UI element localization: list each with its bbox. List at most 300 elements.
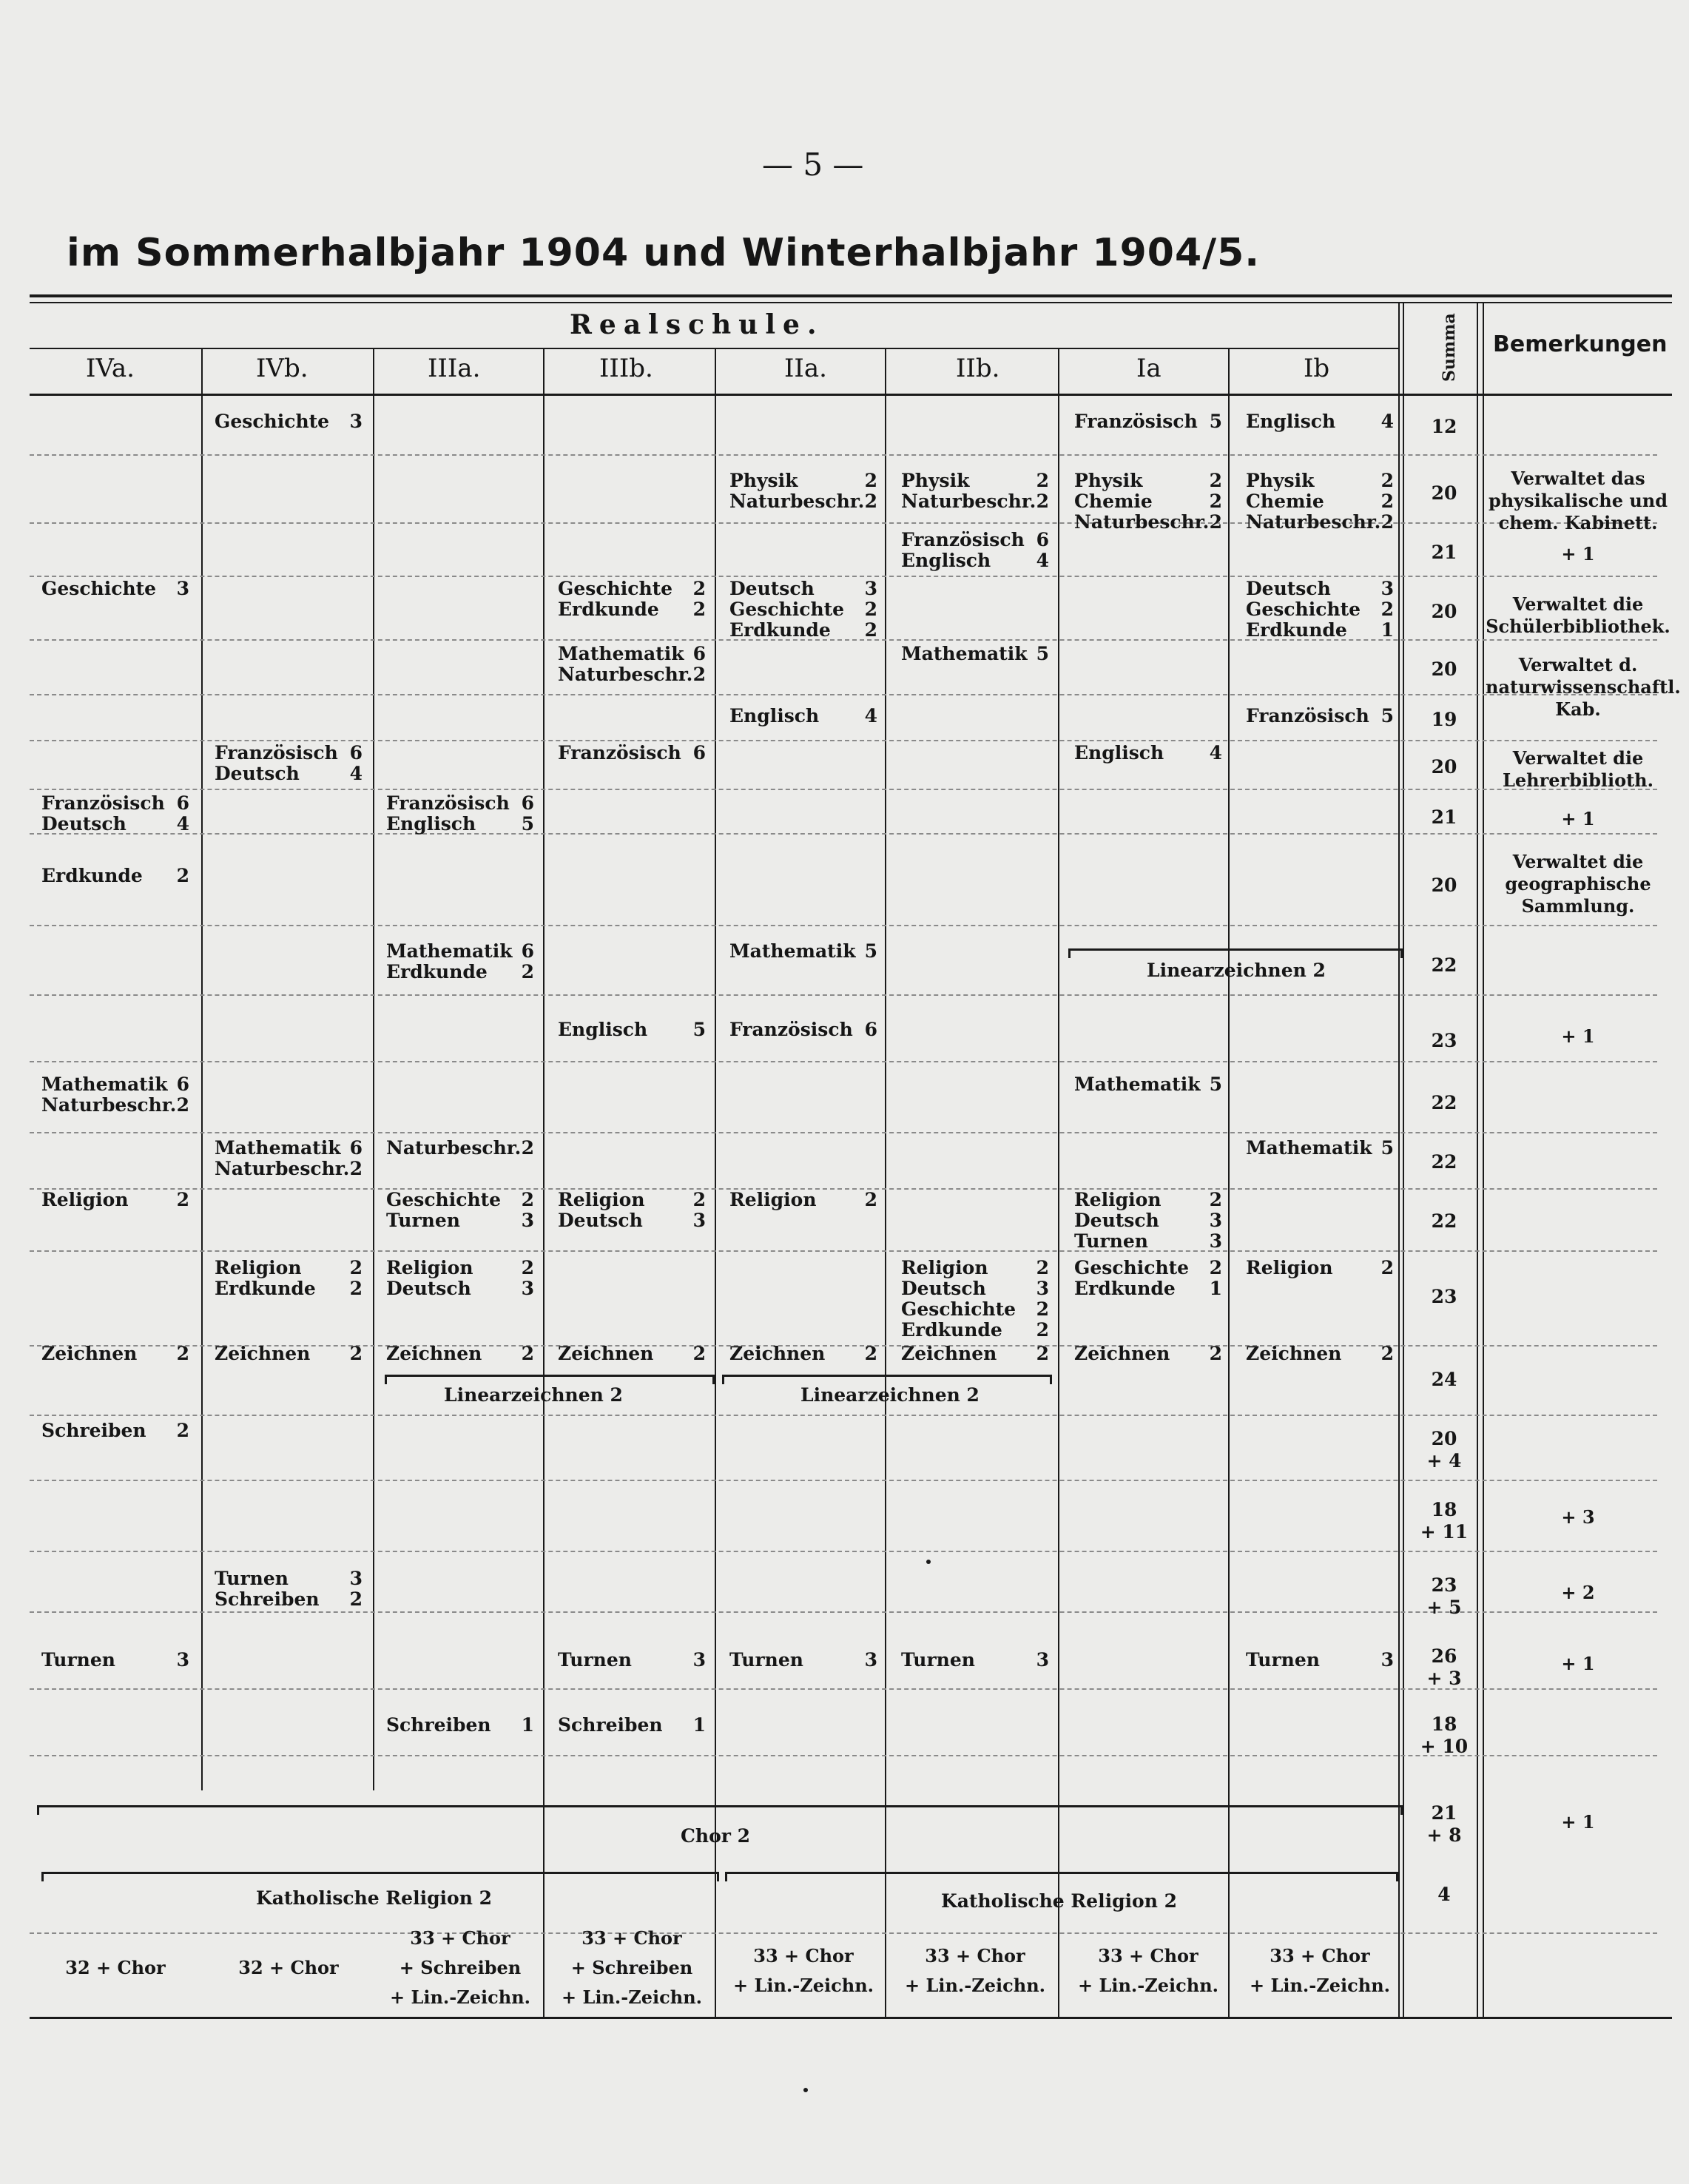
schedule-cell <box>558 1344 706 1364</box>
subject-name: Englisch <box>901 550 991 571</box>
subject-line <box>1074 411 1222 432</box>
subject-hours: 2 <box>176 865 189 886</box>
subject-name: Naturbeschr. <box>729 491 865 512</box>
subject-hours: 3 <box>864 1649 877 1671</box>
subject-hours: 2 <box>176 1343 189 1364</box>
subject-line <box>386 1278 534 1299</box>
summa-value: 20 <box>1431 482 1457 504</box>
weekly-total-line: + Lin.-Zeichn. <box>390 1986 530 2008</box>
schedule-cell <box>1246 471 1394 533</box>
subject-line <box>1074 1231 1222 1252</box>
subject-hours: 2 <box>864 470 877 491</box>
summa-value: 22 <box>1431 954 1457 976</box>
summa-value: 24 <box>1431 1369 1457 1390</box>
summa-value: 22 <box>1431 1092 1457 1113</box>
subject-name: Mathematik <box>215 1137 341 1159</box>
schedule-cell <box>729 706 877 727</box>
subject-name: Geschichte <box>41 578 157 599</box>
subject-line <box>558 579 706 599</box>
summa-plus-value: + 3 <box>1426 1668 1462 1689</box>
subject-line <box>901 1278 1049 1299</box>
stray-dot <box>803 2088 808 2092</box>
schedule-cell <box>558 1190 706 1231</box>
column-divider <box>715 348 716 2017</box>
subject-hours: 2 <box>1036 1257 1049 1278</box>
subject-line <box>558 1190 706 1210</box>
subject-hours: 3 <box>1209 1230 1222 1252</box>
subject-line <box>1246 579 1394 599</box>
summa-value: 18 <box>1431 1499 1457 1520</box>
subject-name: Naturbeschr. <box>1246 511 1381 533</box>
weekly-total <box>729 1941 877 2001</box>
subject-line <box>215 1138 363 1159</box>
subject-hours: 5 <box>1209 1074 1222 1095</box>
schedule-cell <box>729 941 877 962</box>
schedule-cell <box>1074 1190 1222 1252</box>
weekly-total-line: + Schreiben <box>399 1957 522 1978</box>
subject-line <box>901 491 1049 512</box>
subject-line <box>1246 599 1394 620</box>
subject-hours: 2 <box>1209 491 1222 512</box>
subject-line <box>901 1320 1049 1341</box>
summa-value: 20 <box>1431 601 1457 622</box>
stray-dot <box>926 1560 931 1564</box>
subject-hours: 2 <box>1380 470 1394 491</box>
subject-hours: 1 <box>521 1714 534 1736</box>
subject-line <box>1246 706 1394 727</box>
summa-plus-value: + 5 <box>1426 1597 1462 1618</box>
subject-name: Englisch <box>729 705 820 727</box>
school-heading: Realschule. <box>570 309 824 340</box>
schedule-cell <box>729 1344 877 1364</box>
subject-name: Geschichte <box>1074 1257 1190 1278</box>
schedule-cell <box>386 1258 534 1299</box>
summa-plus-value: + 8 <box>1426 1824 1462 1846</box>
subject-hours: 6 <box>1036 529 1049 550</box>
subject-hours: 4 <box>349 763 363 784</box>
chor-label: Chor 2 <box>681 1825 751 1847</box>
subject-line <box>386 814 534 835</box>
bemerkung-text: + 3 <box>1561 1506 1595 1528</box>
schedule-cell <box>386 1344 534 1364</box>
summa-value: 23 <box>1431 1030 1457 1051</box>
subject-name: Erdkunde <box>729 619 831 641</box>
subject-hours: 2 <box>349 1588 363 1610</box>
subject-name: Turnen <box>901 1649 975 1671</box>
subject-hours: 3 <box>1036 1278 1049 1299</box>
schedule-cell <box>1074 1074 1222 1095</box>
subject-hours: 6 <box>349 1137 363 1159</box>
schedule-cell <box>41 1190 189 1210</box>
subject-name: Turnen <box>729 1649 803 1671</box>
bemerkung-text: Verwaltet die geographische Sammlung. <box>1505 851 1651 917</box>
subject-hours: 2 <box>1380 511 1394 533</box>
schedule-cell <box>558 743 706 764</box>
subject-hours: 2 <box>1036 1319 1049 1341</box>
schedule-cell <box>558 1019 706 1040</box>
subject-line <box>41 866 189 886</box>
subject-line <box>386 1344 534 1364</box>
subject-hours: 2 <box>864 1343 877 1364</box>
subject-name: Geschichte <box>1246 599 1361 620</box>
subject-name: Französisch <box>215 742 338 764</box>
summa-value: 18 <box>1431 1713 1457 1735</box>
subject-hours: 3 <box>176 1649 189 1671</box>
subject-hours: 2 <box>349 1158 363 1179</box>
subject-hours: 2 <box>692 1343 706 1364</box>
subject-hours: 2 <box>1209 470 1222 491</box>
subject-hours: 3 <box>692 1210 706 1231</box>
schedule-cell <box>386 1190 534 1231</box>
brace-chor <box>37 1805 1403 1815</box>
subject-name: Religion <box>901 1257 988 1278</box>
subject-line <box>1074 1210 1222 1231</box>
subject-line <box>1074 1258 1222 1278</box>
subject-name: Religion <box>1074 1189 1162 1210</box>
subject-line <box>901 1299 1049 1320</box>
table-top-rule-thin <box>30 302 1672 303</box>
subject-name: Erdkunde <box>386 961 488 983</box>
summa-value: 26 <box>1431 1645 1457 1667</box>
schedule-cell <box>215 411 363 432</box>
subject-hours: 2 <box>1380 1343 1394 1364</box>
subject-hours: 4 <box>1036 550 1049 571</box>
subject-line <box>41 1074 189 1095</box>
subject-name: Englisch <box>386 813 476 835</box>
bemerkung-text: Verwaltet das physikalische und chem. Kabinett. <box>1488 468 1668 533</box>
schedule-cell <box>729 1019 877 1040</box>
subject-hours: 2 <box>864 491 877 512</box>
subject-line <box>41 1344 189 1364</box>
schedule-cell <box>558 1715 706 1736</box>
weekly-total <box>901 1941 1049 2001</box>
subject-name: Schreiben <box>41 1420 146 1441</box>
schedule-cell <box>901 1344 1049 1364</box>
schedule-cell <box>1246 579 1394 641</box>
schedule-cell <box>1074 1344 1222 1364</box>
column-divider <box>373 348 374 1790</box>
bemerkung-text: + 1 <box>1561 1811 1595 1833</box>
class-header-iib: IIb. <box>956 354 1000 383</box>
subject-line <box>215 743 363 764</box>
subject-hours: 2 <box>692 599 706 620</box>
class-header-ivb: IVb. <box>256 354 309 383</box>
weekly-total-line: 33 + Chor <box>925 1945 1025 1966</box>
subject-line <box>729 620 877 641</box>
subject-name: Französisch <box>901 529 1025 550</box>
subject-hours: 2 <box>1209 511 1222 533</box>
subject-line <box>729 491 877 512</box>
schedule-cell <box>901 471 1049 512</box>
subject-name: Naturbeschr. <box>901 491 1036 512</box>
subject-hours: 2 <box>692 578 706 599</box>
subject-line <box>1246 1258 1394 1278</box>
subject-hours: 3 <box>1380 1649 1394 1671</box>
subject-name: Schreiben <box>215 1588 320 1610</box>
subject-name: Turnen <box>1074 1230 1148 1252</box>
subject-line <box>386 793 534 814</box>
subject-name: Mathematik <box>558 643 684 664</box>
schedule-cell <box>41 1074 189 1116</box>
subject-line <box>729 579 877 599</box>
subject-hours: 6 <box>176 1074 189 1095</box>
subject-line <box>1246 1138 1394 1159</box>
kath-religion-label-2: Katholische Religion 2 <box>941 1890 1178 1912</box>
schedule-cell <box>1246 1344 1394 1364</box>
summa-value: 19 <box>1431 709 1457 730</box>
subject-name: Geschichte <box>215 411 330 432</box>
subject-line <box>215 1344 363 1364</box>
subject-name: Mathematik <box>901 643 1028 664</box>
schedule-cell <box>729 579 877 641</box>
subject-hours: 2 <box>692 664 706 685</box>
schedule-cell <box>558 579 706 620</box>
subject-line <box>1246 620 1394 641</box>
class-header-ib: Ib <box>1304 354 1330 383</box>
subject-hours: 2 <box>521 1257 534 1278</box>
schedule-cell <box>215 1138 363 1179</box>
subject-line <box>1074 743 1222 764</box>
subject-line <box>41 1190 189 1210</box>
schedule-cell <box>1246 1258 1394 1278</box>
weekly-total-line: + Lin.-Zeichn. <box>733 1975 874 1996</box>
subject-name: Zeichnen <box>215 1343 311 1364</box>
subject-line <box>386 1138 534 1159</box>
subject-line <box>729 1019 877 1040</box>
linearzeichnen-iia-iib: Linearzeichnen 2 <box>800 1384 980 1406</box>
summa-value: 20 <box>1431 1428 1457 1449</box>
subject-hours: 3 <box>864 578 877 599</box>
subject-line <box>386 1715 534 1736</box>
subject-hours: 1 <box>692 1714 706 1736</box>
schedule-cell <box>41 866 189 886</box>
subject-name: Turnen <box>558 1649 632 1671</box>
subject-line <box>901 644 1049 664</box>
subject-name: Turnen <box>41 1649 115 1671</box>
subject-hours: 5 <box>1209 411 1222 432</box>
subject-line <box>215 1568 363 1589</box>
subject-name: Deutsch <box>215 763 300 784</box>
weekly-total-line: 32 + Chor <box>65 1957 166 1978</box>
schedule-cell <box>729 1650 877 1671</box>
subject-hours: 6 <box>692 643 706 664</box>
table-top-rule <box>30 294 1672 297</box>
subject-hours: 3 <box>349 411 363 432</box>
schedule-cell <box>41 793 189 835</box>
brace-linearzeichnen-ia-ib <box>1068 948 1403 958</box>
subject-name: Chemie <box>1246 491 1324 512</box>
subject-name: Englisch <box>558 1019 648 1040</box>
subject-name: Zeichnen <box>558 1343 654 1364</box>
subject-hours: 2 <box>1209 1189 1222 1210</box>
header-bottom-rule <box>30 394 1672 396</box>
subject-hours: 2 <box>521 1343 534 1364</box>
subject-line <box>558 1019 706 1040</box>
schedule-cell <box>215 1344 363 1364</box>
subject-line <box>1074 471 1222 491</box>
subject-name: Zeichnen <box>386 1343 482 1364</box>
subject-line <box>558 1715 706 1736</box>
subject-line <box>729 706 877 727</box>
subject-hours: 2 <box>349 1343 363 1364</box>
summa-header: Summa <box>1440 313 1459 382</box>
subject-line <box>1074 512 1222 533</box>
subject-line <box>1074 1278 1222 1299</box>
subject-name: Erdkunde <box>41 865 143 886</box>
schedule-cell <box>1246 1138 1394 1159</box>
schedule-cell <box>1246 706 1394 727</box>
subject-line <box>729 471 877 491</box>
subject-name: Deutsch <box>901 1278 986 1299</box>
weekly-total-line: 33 + Chor <box>753 1945 854 1966</box>
bemerkung-text: + 2 <box>1561 1582 1595 1603</box>
weekly-total-line: + Lin.-Zeichn. <box>1250 1975 1390 1996</box>
schedule-cell <box>901 644 1049 664</box>
subject-line <box>558 1344 706 1364</box>
subject-line <box>215 1258 363 1278</box>
bemerkung-text: Verwaltet die Schülerbibliothek. <box>1486 593 1671 637</box>
subject-line <box>41 1420 189 1441</box>
column-divider <box>543 348 545 2017</box>
subject-hours: 2 <box>349 1257 363 1278</box>
class-header-ia: Ia <box>1136 354 1162 383</box>
class-header-iia: IIa. <box>784 354 827 383</box>
subject-hours: 4 <box>1209 742 1222 764</box>
subject-hours: 2 <box>1209 1257 1222 1278</box>
subject-hours: 5 <box>864 940 877 962</box>
subject-hours: 2 <box>176 1189 189 1210</box>
summa-value: 23 <box>1431 1574 1457 1596</box>
schedule-cell <box>41 1420 189 1441</box>
subject-name: Turnen <box>1246 1649 1320 1671</box>
subject-name: Französisch <box>1074 411 1198 432</box>
subject-line <box>386 1258 534 1278</box>
subject-hours: 2 <box>1036 491 1049 512</box>
subject-name: Deutsch <box>386 1278 471 1299</box>
subject-name: Geschichte <box>729 599 845 620</box>
summa-plus-value: + 4 <box>1426 1450 1462 1472</box>
kath-religion-label-1: Katholische Religion 2 <box>256 1887 493 1909</box>
subject-line <box>558 743 706 764</box>
schedule-cell <box>1074 471 1222 533</box>
schedule-cell <box>215 1568 363 1610</box>
subject-name: Erdkunde <box>1074 1278 1176 1299</box>
schedule-cell <box>1074 411 1222 432</box>
subject-hours: 1 <box>1380 619 1394 641</box>
column-divider <box>1483 302 1484 2017</box>
class-header-iiia: IIIa. <box>428 354 481 383</box>
page-title: im Sommerhalbjahr 1904 und Winterhalbjahr 1904/5. <box>67 231 1261 275</box>
subject-name: Französisch <box>558 742 681 764</box>
subject-hours: 5 <box>1380 1137 1394 1159</box>
schedule-cell <box>41 1650 189 1671</box>
subject-name: Zeichnen <box>1074 1343 1170 1364</box>
column-divider <box>1477 302 1478 2017</box>
schedule-cell <box>1074 1258 1222 1299</box>
weekly-total-line: + Lin.-Zeichn. <box>905 1975 1045 1996</box>
subject-name: Geschichte <box>558 578 673 599</box>
weekly-total-line: 33 + Chor <box>581 1927 682 1949</box>
bemerkung-text: + 1 <box>1561 1025 1595 1047</box>
column-divider <box>1398 302 1400 2017</box>
subject-line <box>41 1095 189 1116</box>
subject-hours: 6 <box>176 792 189 814</box>
column-divider <box>1228 348 1230 2017</box>
subject-name: Mathematik <box>1074 1074 1201 1095</box>
subject-hours: 6 <box>349 742 363 764</box>
subject-name: Religion <box>558 1189 645 1210</box>
subject-line <box>901 1344 1049 1364</box>
subject-hours: 3 <box>1036 1649 1049 1671</box>
schedule-cell <box>729 1190 877 1210</box>
schedule-cell <box>215 1258 363 1299</box>
subject-line <box>386 1210 534 1231</box>
subject-hours: 5 <box>1380 705 1394 727</box>
subject-line <box>41 793 189 814</box>
schedule-cell <box>215 743 363 784</box>
schedule-cell <box>386 1138 534 1159</box>
subject-name: Französisch <box>386 792 510 814</box>
schedule-cell <box>41 1344 189 1364</box>
subject-line <box>729 941 877 962</box>
subject-line <box>1074 1344 1222 1364</box>
weekly-total-line: 33 + Chor <box>410 1927 510 1949</box>
weekly-total <box>1074 1941 1222 2001</box>
subject-hours: 6 <box>521 940 534 962</box>
subject-hours: 2 <box>1036 1343 1049 1364</box>
subject-name: Erdkunde <box>901 1319 1002 1341</box>
subject-name: Deutsch <box>1074 1210 1159 1231</box>
subject-hours: 5 <box>1036 643 1049 664</box>
summa-value: 20 <box>1431 658 1457 680</box>
subject-hours: 2 <box>1036 1298 1049 1320</box>
summa-value: 20 <box>1431 756 1457 778</box>
subject-hours: 6 <box>864 1019 877 1040</box>
linearzeichnen-iiia-iiib: Linearzeichnen 2 <box>444 1384 623 1406</box>
subject-line <box>1246 512 1394 533</box>
subject-hours: 2 <box>521 961 534 983</box>
subject-line <box>41 579 189 599</box>
schedule-cell <box>558 1650 706 1671</box>
subject-hours: 2 <box>521 1189 534 1210</box>
subject-line <box>1246 471 1394 491</box>
schedule-cell <box>386 793 534 835</box>
subject-hours: 5 <box>521 813 534 835</box>
subject-name: Turnen <box>215 1568 289 1589</box>
subject-name: Naturbeschr. <box>386 1137 522 1159</box>
summa-value: 21 <box>1431 806 1457 828</box>
schedule-cell <box>901 1650 1049 1671</box>
school-header-rule <box>30 348 1398 349</box>
subject-name: Naturbeschr. <box>215 1158 350 1179</box>
bemerkung-text: + 1 <box>1561 808 1595 829</box>
subject-name: Englisch <box>1074 742 1164 764</box>
subject-name: Französisch <box>1246 705 1369 727</box>
summa-plus-value: + 11 <box>1420 1521 1469 1543</box>
weekly-total <box>41 1953 189 1983</box>
subject-line <box>901 471 1049 491</box>
summa-value: 12 <box>1431 416 1457 437</box>
subject-hours: 3 <box>176 578 189 599</box>
subject-name: Französisch <box>41 792 165 814</box>
subject-line <box>729 599 877 620</box>
subject-name: Schreiben <box>386 1714 491 1736</box>
weekly-total-line: 33 + Chor <box>1270 1945 1370 1966</box>
subject-name: Deutsch <box>558 1210 643 1231</box>
subject-name: Französisch <box>729 1019 853 1040</box>
subject-name: Schreiben <box>558 1714 663 1736</box>
subject-name: Physik <box>901 470 970 491</box>
